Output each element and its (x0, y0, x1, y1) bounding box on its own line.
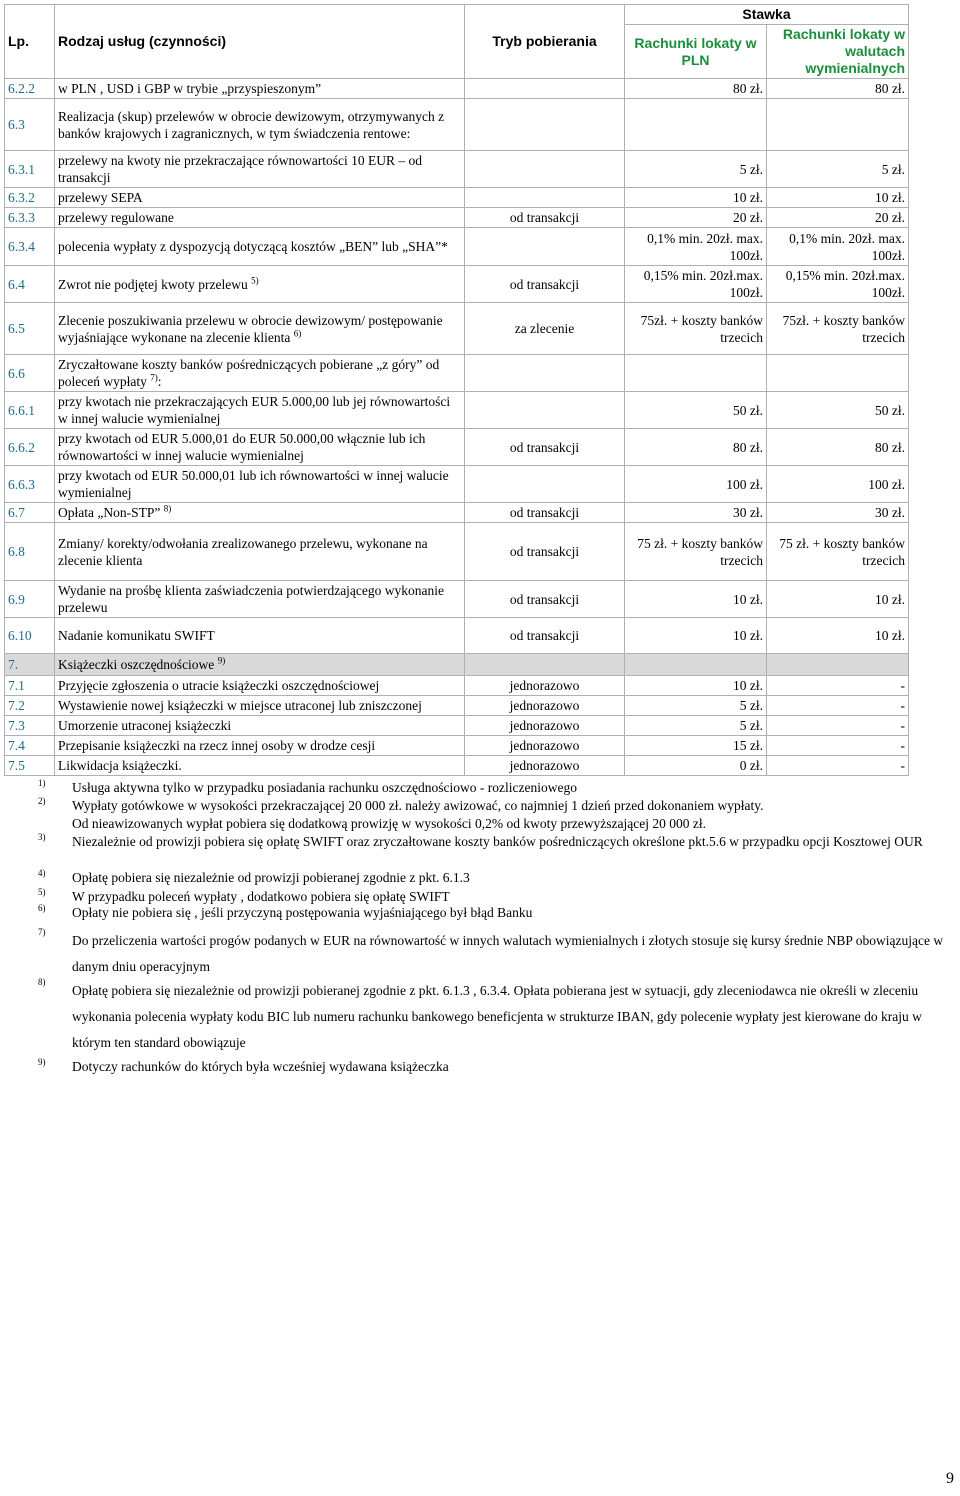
cell-mode: jednorazowo (465, 676, 625, 696)
cell-fx: 50 zł. (767, 392, 909, 429)
cell-lp: 6.6 (5, 355, 55, 392)
cell-pln: 100 zł. (625, 466, 767, 503)
table-row (5, 303, 909, 355)
table-row (5, 355, 909, 392)
footnote-text: Opłatę pobiera się niezależnie od prowizji pobieranej zgodnie z pkt. 6.1.3 (72, 870, 470, 885)
table-row (5, 79, 909, 99)
cell-fx: 100 zł. (767, 466, 909, 503)
cell-lp: 6.7 (5, 503, 55, 523)
cell-lp: 7.5 (5, 756, 55, 776)
cell-mode (465, 355, 625, 392)
cell-pln: 5 zł. (625, 716, 767, 736)
cell-pln: 50 zł. (625, 392, 767, 429)
cell-mode: od transakcji (465, 503, 625, 523)
table-row (5, 716, 909, 736)
cell-lp: 6.3.3 (5, 208, 55, 228)
cell-fx (767, 99, 909, 151)
cell-fx: - (767, 736, 909, 756)
footnote-text: Usługa aktywna tylko w przypadku posiadania rachunku oszczędnościowo - rozliczeniowego (72, 780, 577, 795)
cell-description (55, 429, 465, 466)
cell-description (55, 716, 465, 736)
cell-pln: 75 zł. + koszty banków trzecich (625, 523, 767, 581)
cell-description (55, 355, 465, 392)
cell-mode: jednorazowo (465, 736, 625, 756)
cell-mode (465, 79, 625, 99)
cell-fx: - (767, 696, 909, 716)
cell-description (55, 523, 465, 581)
cell-mode (465, 188, 625, 208)
cell-mode (465, 99, 625, 151)
cell-lp: 7.2 (5, 696, 55, 716)
description-text: Opłata „Non-STP” (58, 505, 161, 520)
cell-mode: od transakcji (465, 618, 625, 654)
table-row (5, 99, 909, 151)
cell-pln: 15 zł. (625, 736, 767, 756)
cell-description (55, 581, 465, 618)
footnote-mark: 2) (38, 796, 46, 806)
table-body (5, 79, 909, 776)
description-text: Zlecenie poszukiwania przelewu w obrocie dewizowym/ postępowanie wyjaśniające wykonane na zlecenie klienta (58, 312, 443, 345)
cell-pln: 0 zł. (625, 756, 767, 776)
cell-lp: 6.5 (5, 303, 55, 355)
table-row (5, 654, 909, 676)
description-text: Realizacja (skup) przelewów w obrocie dewizowym, otrzymywanych z banków krajowych i zagranicznych, w tym świadczenia rentowe: (58, 108, 445, 141)
header-rate: Stawka (625, 5, 909, 25)
description-text: Likwidacja książeczki. (58, 758, 182, 773)
cell-description (55, 392, 465, 429)
footnote-mark: 9) (38, 1057, 46, 1067)
table-row (5, 503, 909, 523)
cell-mode (465, 466, 625, 503)
footnote-ref: 8) (163, 503, 172, 514)
cell-pln: 80 zł. (625, 79, 767, 99)
footnote-ref: 7) (150, 372, 158, 383)
cell-pln: 75zł. + koszty banków trzecich (625, 303, 767, 355)
footnote-mark: 8) (38, 977, 46, 987)
cell-pln: 5 zł. (625, 696, 767, 716)
footnote-mark: 4) (38, 868, 46, 878)
cell-fx: 75zł. + koszty banków trzecich (767, 303, 909, 355)
cell-lp: 6.8 (5, 523, 55, 581)
cell-mode: za zlecenie (465, 303, 625, 355)
description-text: Zryczałtowane koszty banków pośredniczących pobierane „z góry” od poleceń wypłaty (58, 357, 440, 389)
cell-lp: 7.3 (5, 716, 55, 736)
cell-pln: 10 zł. (625, 581, 767, 618)
cell-description (55, 676, 465, 696)
fees-table (4, 4, 909, 776)
cell-description (55, 151, 465, 188)
description-text: przelewy na kwoty nie przekraczające równowartości 10 EUR – od transakcji (58, 153, 422, 185)
cell-lp: 7.1 (5, 676, 55, 696)
footnote-mark: 3) (38, 832, 46, 842)
table-row (5, 581, 909, 618)
cell-description (55, 208, 465, 228)
footnote-text: W przypadku poleceń wypłaty , dodatkowo pobiera się opłatę SWIFT (72, 889, 450, 904)
header-lp: Lp. (5, 5, 55, 79)
footnote-text: Opłaty nie pobiera się , jeśli przyczyną postępowania wyjaśniającego był błąd Banku (72, 905, 533, 920)
table-row (5, 188, 909, 208)
footnote-text: Opłatę pobiera się niezależnie od prowizji pobieranej zgodnie z pkt. 6.1.3 , 6.3.4. Opłata pobierana jest w sytuacji, gdy zleceniodawca nie określi w zleceniu wykonania polecenia wypłaty kodu BIC lub numeru rachunku bankowego beneficjenta w strukturze IBAN, gdy polecenie wypłaty jest kierowane do kraju w którym ten standard obowiązuje (72, 983, 922, 1050)
header-row (5, 5, 909, 25)
description-text: Książeczki oszczędnościowe (58, 657, 215, 672)
description-text: przelewy regulowane (58, 210, 174, 225)
cell-lp: 7.4 (5, 736, 55, 756)
cell-mode: od transakcji (465, 581, 625, 618)
header-pln: Rachunki lokaty w PLN (625, 25, 767, 79)
footnote-mark: 6) (38, 903, 46, 913)
cell-mode: jednorazowo (465, 756, 625, 776)
table-row (5, 392, 909, 429)
description-text: Wystawienie nowej książeczki w miejsce utraconej lub zniszczonej (58, 698, 422, 713)
page-number: 9 (946, 1470, 954, 1487)
cell-mode (465, 228, 625, 266)
cell-lp: 6.10 (5, 618, 55, 654)
footnote-ref: 5) (251, 275, 259, 285)
cell-mode: od transakcji (465, 208, 625, 228)
cell-fx: 0,1% min. 20zł. max. 100zł. (767, 228, 909, 266)
cell-pln: 0,15% min. 20zł.max. 100zł. (625, 266, 767, 303)
cell-mode (465, 654, 625, 676)
cell-description (55, 266, 465, 303)
cell-mode: od transakcji (465, 429, 625, 466)
header-mode: Tryb pobierania (465, 5, 625, 79)
cell-fx: 80 zł. (767, 79, 909, 99)
table-row (5, 151, 909, 188)
header-service: Rodzaj usług (czynności) (55, 5, 465, 79)
cell-fx: 30 zł. (767, 503, 909, 523)
table-row (5, 676, 909, 696)
table-row (5, 228, 909, 266)
footnote-text: Niezależnie od prowizji pobiera się opłatę SWIFT oraz zryczałtowane koszty banków pośredniczących określone pkt.5.6 w przypadku opcji Kosztowej OUR (72, 834, 923, 849)
cell-mode: jednorazowo (465, 716, 625, 736)
cell-pln: 20 zł. (625, 208, 767, 228)
table-row (5, 523, 909, 581)
description-text: przy kwotach od EUR 5.000,01 do EUR 50.000,00 włącznie lub ich równowartości w innej walucie wymienialnej (58, 431, 426, 463)
cell-pln: 10 zł. (625, 618, 767, 654)
cell-description (55, 736, 465, 756)
cell-pln (625, 99, 767, 151)
cell-fx: 80 zł. (767, 429, 909, 466)
footnote-text: Od nieawizowanych wypłat pobiera się dodatkową prowizję w wysokości 0,2% od kwoty przewyższającej 20 000 zł. (72, 816, 706, 831)
cell-mode (465, 392, 625, 429)
cell-fx: - (767, 676, 909, 696)
table-row (5, 466, 909, 503)
footnote-mark: 7) (38, 927, 46, 937)
cell-description (55, 696, 465, 716)
table-row (5, 618, 909, 654)
cell-fx: 5 zł. (767, 151, 909, 188)
footnote-text: Dotyczy rachunków do których była wcześniej wydawana książeczka (72, 1059, 449, 1074)
cell-fx (767, 355, 909, 392)
table-row (5, 756, 909, 776)
description-text: przy kwotach nie przekraczających EUR 5.000,00 lub jej równowartości w innej walucie wymienialnej (58, 394, 451, 426)
description-text: Zwrot nie podjętej kwoty przelewu (58, 276, 248, 292)
cell-fx (767, 654, 909, 676)
cell-description (55, 79, 465, 99)
cell-mode: od transakcji (465, 523, 625, 581)
table-row (5, 736, 909, 756)
cell-description (55, 503, 465, 523)
footnote-text: Wypłaty gotówkowe w wysokości przekraczającej 20 000 zł. należy awizować, co najmniej 1 dzień przed dokonaniem wypłaty. (72, 798, 764, 813)
footnote-mark: 5) (38, 887, 46, 897)
cell-pln: 0,1% min. 20zł. max. 100zł. (625, 228, 767, 266)
description-text: Przepisanie książeczki na rzecz innej osoby w drodze cesji (58, 738, 376, 753)
cell-description (55, 303, 465, 355)
description-text: Zmiany/ korekty/odwołania zrealizowanego przelewu, wykonane na zlecenie klienta (58, 535, 428, 568)
cell-description (55, 618, 465, 654)
cell-lp: 6.6.2 (5, 429, 55, 466)
cell-lp: 7. (5, 654, 55, 676)
cell-fx: - (767, 716, 909, 736)
cell-pln: 30 zł. (625, 503, 767, 523)
cell-lp: 6.2.2 (5, 79, 55, 99)
cell-lp: 6.3.4 (5, 228, 55, 266)
cell-pln (625, 355, 767, 392)
description-text: polecenia wypłaty z dyspozycją dotyczącą kosztów „BEN” lub „SHA”* (58, 239, 448, 254)
cell-fx: - (767, 756, 909, 776)
table-row (5, 266, 909, 303)
cell-pln: 5 zł. (625, 151, 767, 188)
description-text: przelewy SEPA (58, 190, 143, 205)
cell-mode: jednorazowo (465, 696, 625, 716)
cell-pln (625, 654, 767, 676)
header-fx: Rachunki lokaty w walutach wymienialnych (767, 25, 909, 79)
cell-fx: 10 zł. (767, 618, 909, 654)
cell-fx: 20 zł. (767, 208, 909, 228)
cell-fx: 10 zł. (767, 188, 909, 208)
footnote-text: Do przeliczenia wartości progów podanych w EUR na równowartość w innych walutach wymienialnych i złotych stosuje się kursy średnie NBP obowiązujące w danym dniu operacyjnym (72, 933, 944, 974)
cell-lp: 6.6.3 (5, 466, 55, 503)
cell-lp: 6.3.1 (5, 151, 55, 188)
cell-description (55, 756, 465, 776)
cell-description (55, 188, 465, 208)
cell-lp: 6.4 (5, 266, 55, 303)
description-text: przy kwotach od EUR 50.000,01 lub ich równowartości w innej walucie wymienialnej (58, 468, 449, 500)
cell-description (55, 466, 465, 503)
cell-pln: 10 zł. (625, 188, 767, 208)
footnote-ref: 6) (293, 328, 302, 338)
description-text: Przyjęcie zgłoszenia o utracie książeczki oszczędnościowej (58, 678, 380, 693)
cell-lp: 6.3.2 (5, 188, 55, 208)
cell-description (55, 654, 465, 676)
table-row (5, 696, 909, 716)
cell-lp: 6.3 (5, 99, 55, 151)
cell-mode (465, 151, 625, 188)
description-text: w PLN , USD i GBP w trybie „przyspieszonym” (58, 81, 322, 96)
description-text: Wydanie na prośbę klienta zaświadczenia potwierdzającego wykonanie przelewu (58, 583, 445, 615)
description-text: Umorzenie utraconej książeczki (58, 718, 232, 733)
footnote-mark: 1) (38, 778, 46, 788)
footnote-ref: 9) (217, 655, 226, 666)
cell-lp: 6.9 (5, 581, 55, 618)
cell-description (55, 99, 465, 151)
cell-fx: 10 zł. (767, 581, 909, 618)
description-text: Nadanie komunikatu SWIFT (58, 628, 215, 643)
table-row (5, 429, 909, 466)
cell-pln: 10 zł. (625, 676, 767, 696)
cell-fx: 75 zł. + koszty banków trzecich (767, 523, 909, 581)
cell-pln: 80 zł. (625, 429, 767, 466)
description-tail: : (157, 374, 162, 389)
cell-fx: 0,15% min. 20zł.max. 100zł. (767, 266, 909, 303)
cell-description (55, 228, 465, 266)
table-row (5, 208, 909, 228)
cell-lp: 6.6.1 (5, 392, 55, 429)
cell-mode: od transakcji (465, 266, 625, 303)
